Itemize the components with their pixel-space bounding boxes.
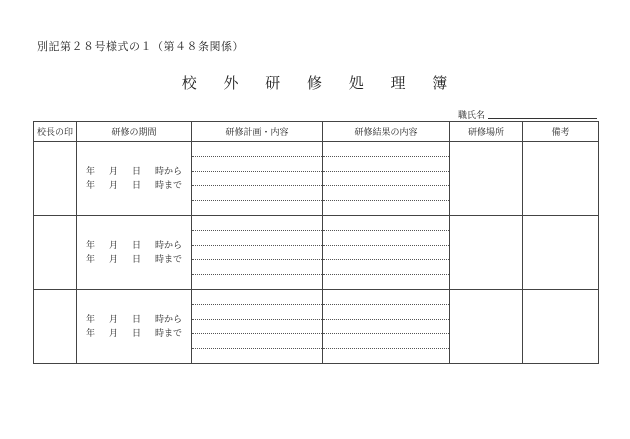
document-title: 校 外 研 修 処 理 簿 [181,74,459,92]
period-month: 月 [108,314,118,325]
plan-cell-line[interactable] [192,231,322,246]
result-cell-line[interactable] [323,186,449,201]
result-cell-line[interactable] [323,157,449,172]
period-year: 年 [85,328,95,339]
result-cell-line[interactable] [323,172,449,187]
period-until: 時まで [155,254,183,265]
remarks-cell[interactable] [523,142,599,216]
plan-cell[interactable] [192,290,323,364]
period-day: 日 [132,314,142,325]
result-cell-line[interactable] [323,334,449,349]
plan-cell-line[interactable] [192,186,322,201]
result-cell[interactable] [323,290,450,364]
period-cell[interactable] [77,142,192,216]
period-month: 月 [108,254,118,265]
name-label: 職氏名 [458,111,486,121]
seal-cell[interactable] [34,290,77,364]
period-year: 年 [85,180,95,191]
header-result: 研修結果の内容 [323,122,450,142]
period-cell[interactable] [77,216,192,290]
result-cell-line[interactable] [323,260,449,275]
period-year: 年 [85,240,95,251]
result-cell-line[interactable] [323,320,449,335]
remarks-cell[interactable] [523,216,599,290]
period-line [77,253,191,267]
form-reference: 別記第２８号様式の１（第４８条関係） [37,40,244,53]
result-cell-line[interactable] [323,231,449,246]
plan-cell-line[interactable] [192,320,322,335]
period-year: 年 [85,166,95,177]
result-cell-line[interactable] [323,349,449,363]
result-cell-line[interactable] [323,216,449,231]
place-cell[interactable] [450,290,523,364]
seal-cell[interactable] [34,216,77,290]
plan-cell-line[interactable] [192,290,322,305]
header-row [34,122,599,142]
place-cell[interactable] [450,216,523,290]
period-month: 月 [108,328,118,339]
period-line [77,313,191,327]
plan-cell[interactable] [192,216,323,290]
header-plan: 研修計画・内容 [192,122,323,142]
period-month: 月 [108,166,118,177]
table-row [34,142,599,216]
plan-cell-line[interactable] [192,142,322,157]
period-line [77,239,191,253]
plan-cell-line[interactable] [192,305,322,320]
plan-cell-line[interactable] [192,260,322,275]
name-field-line[interactable] [488,118,597,119]
header-period: 研修の期間 [77,122,192,142]
period-day: 日 [132,240,142,251]
result-cell[interactable] [323,142,450,216]
period-year: 年 [85,314,95,325]
period-from: 時から [155,314,183,325]
header-remarks: 備考 [523,122,599,142]
result-cell-line[interactable] [323,275,449,289]
period-day: 日 [132,254,142,265]
plan-cell-line[interactable] [192,246,322,261]
plan-cell-line[interactable] [192,275,322,289]
period-cell[interactable] [77,290,192,364]
header-seal: 校長の印 [34,122,77,142]
period-line [77,179,191,193]
period-month: 月 [108,240,118,251]
training-log-table [33,121,599,364]
table-row [34,290,599,364]
period-year: 年 [85,254,95,265]
header-place: 研修場所 [450,122,523,142]
result-cell-line[interactable] [323,290,449,305]
period-month: 月 [108,180,118,191]
result-cell[interactable] [323,216,450,290]
period-until: 時まで [155,180,183,191]
plan-cell-line[interactable] [192,172,322,187]
remarks-cell[interactable] [523,290,599,364]
result-cell-line[interactable] [323,142,449,157]
plan-cell-line[interactable] [192,201,322,215]
result-cell-line[interactable] [323,246,449,261]
result-cell-line[interactable] [323,201,449,215]
period-day: 日 [132,180,142,191]
plan-cell-line[interactable] [192,349,322,363]
period-line [77,327,191,341]
period-day: 日 [132,166,142,177]
period-line [77,165,191,179]
plan-cell-line[interactable] [192,216,322,231]
period-until: 時まで [155,328,183,339]
period-from: 時から [155,166,183,177]
place-cell[interactable] [450,142,523,216]
plan-cell[interactable] [192,142,323,216]
result-cell-line[interactable] [323,305,449,320]
plan-cell-line[interactable] [192,334,322,349]
table-row [34,216,599,290]
period-day: 日 [132,328,142,339]
period-from: 時から [155,240,183,251]
plan-cell-line[interactable] [192,157,322,172]
seal-cell[interactable] [34,142,77,216]
